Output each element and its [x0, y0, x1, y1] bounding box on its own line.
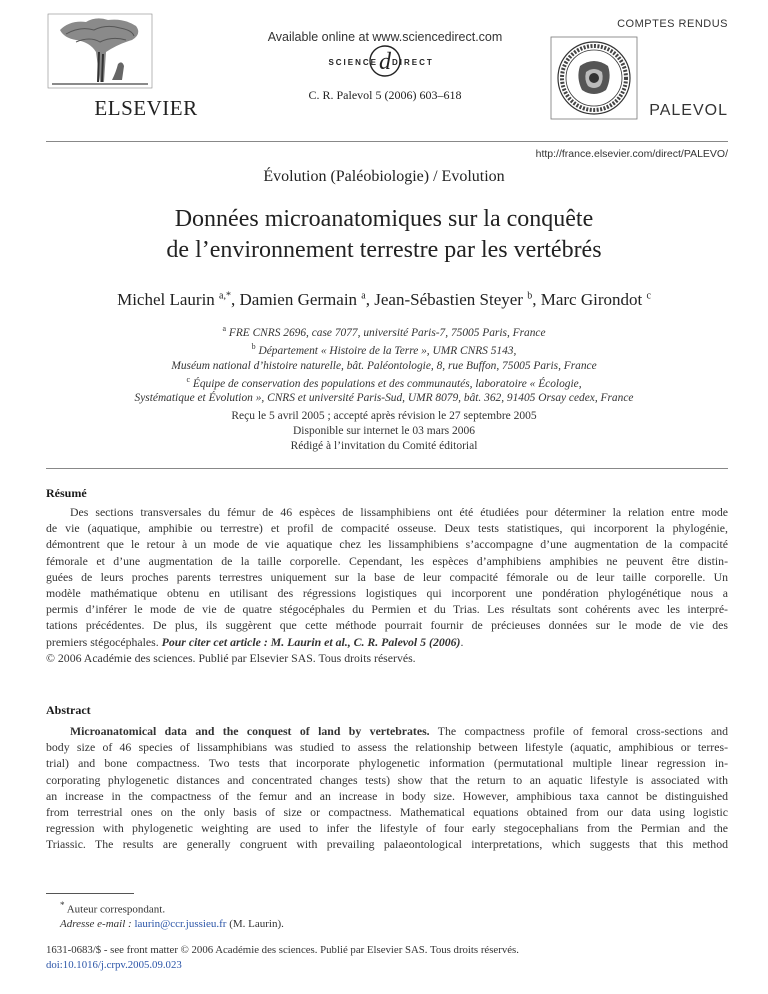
abstract-line: corporating phylogenetic distances and concentrated changes tests) show that the return to an aquatic lifestyle is associated with — [46, 772, 728, 787]
academy-seal-icon — [550, 36, 638, 120]
comptes-rendus-logo — [548, 18, 728, 128]
cite-article: Pour citer cet article : M. Laurin et al., C. R. Palevol 5 (2006) — [161, 634, 461, 649]
journal-reference: C. R. Palevol 5 (2006) 603–618 — [308, 88, 462, 102]
sciencedirect-logo — [240, 48, 530, 76]
author-name[interactable]: Damien Germain — [239, 290, 358, 309]
resume-line: guées de leurs proches parents terrestres uniquement sur la base de leur compacité fémorale ou de leur taille corporelle. Un — [46, 569, 728, 584]
elsevier-wordmark: ELSEVIER — [94, 96, 198, 120]
available-online-text: Available online at www.sciencedirect.com — [267, 30, 503, 44]
title-line: de l’environnement terrestre par les vertébrés — [166, 237, 602, 263]
date-line: Disponible sur internet le 03 mars 2006 — [292, 425, 476, 437]
resume-line: de vie (aquatique, amphibie ou terrestre) et profil de compacité osseuse. Deux tests statistiques, qui incorporent la phylogénie, — [46, 521, 728, 536]
corresponding-author-note: * Auteur correspondant. — [60, 900, 166, 916]
elsevier-logo — [46, 12, 198, 120]
author-name[interactable]: Jean-Sébastien Steyer — [374, 290, 523, 309]
comptes-rendus-title: COMPTES RENDUS — [617, 18, 728, 30]
footnote-divider — [46, 893, 134, 894]
resume-line: Des sections transversales du fémur de 46 espèces de lissamphibiens ont été étudiées pour déterminer la relation entre mode — [70, 505, 728, 519]
front-matter — [46, 943, 519, 973]
email-note: Adresse e-mail : laurin@ccr.jussieu.fr (M. Laurin). — [60, 918, 284, 931]
email-link[interactable]: laurin@ccr.jussieu.fr — [134, 918, 227, 931]
resume-line: permis d’inférer le mode de vie de quatre stégocéphales du Permien et du Trias. Les résultats sont cohérents avec les interpré- — [46, 602, 728, 617]
sciencedirect-left-text: SCIENCE — [328, 58, 378, 67]
journal-url[interactable]: http://france.elsevier.com/direct/PALEVO/ — [535, 148, 728, 160]
abstract-title: Microanatomical data and the conquest of land by vertebrates. — [70, 724, 430, 738]
resume-line: premiers stégocéphales. Pour citer cet article : M. Laurin et al., C. R. Palevol 5 (2006). — [46, 634, 464, 649]
sciencedirect-right-text: DIRECT — [392, 58, 434, 67]
author-sup: a — [361, 290, 366, 302]
resume-heading: Résumé — [46, 486, 87, 500]
abstract-line: from terrestrial ones on the only basis of size or compactness. Mathematical equations obtained from our data using logistic — [46, 805, 728, 820]
header-divider — [46, 141, 728, 142]
resume-line: modèle mathématique obtenu en utilisant des régressions logistiques qui incorporent une pondération phylogénétique nous a — [46, 586, 728, 601]
section-label: Évolution (Paléobiologie) / Evolution — [263, 168, 505, 185]
affiliation-line: $^b$ Département « Histoire de la Terre », UMR CNRS 5143, — [251, 342, 517, 358]
abstract-line: Triassic. The results are generally congruent with prevailing palaeontological interpretations, which suggests that this method — [46, 837, 728, 852]
abstract-heading: Abstract — [46, 703, 91, 717]
palevol-title: PALEVOL — [649, 102, 728, 119]
author-name[interactable]: Marc Girondot — [540, 290, 643, 309]
abstract-line: Microanatomical data and the conquest of land by vertebrates. The compactness profile of femoral cross-sections and — [70, 724, 728, 738]
date-line: Rédigé à l’invitation du Comité éditorial — [290, 440, 478, 452]
author-list: Michel Laurin $^{a,*}$, Damien Germain $^a$, Jean-Sébastien Steyer $^b$, Marc Girondot $^c$ — [117, 290, 651, 309]
affiliation-line: $^c$ Équipe de conservation des populations et des communautés, laboratoire « Écologie, — [186, 375, 582, 390]
author-sup: c — [646, 290, 651, 302]
elsevier-tree-icon — [46, 12, 154, 90]
resume-line: démontrent que le retour à un mode de vie aquatique chez les lissamphibiens s’accompagne d’une augmentation de la compacité — [46, 537, 728, 552]
svg-text:d: d — [379, 49, 391, 75]
footnotes — [60, 898, 284, 932]
abstract-line: an increase in the compactness of the femur and an increase in body size. However, amphibious taxa cannot be distinguished — [46, 788, 728, 803]
date-line: Reçu le 5 avril 2005 ; accepté après révision le 27 septembre 2005 — [231, 410, 537, 422]
resume-line: fémorale et d’une augmentation de la taille corporelle. Cependant, les espèces d’amphibiens amphibies ne peuvent être distin- — [46, 553, 728, 568]
affiliations — [0, 322, 768, 406]
article-dates — [0, 409, 768, 454]
affiliation-line: Systématique et Évolution », CNRS et université Paris-Sud, UMR 8079, bât. 362, 91405 Orsay cedex, France — [134, 392, 634, 405]
resume-line: tations précédentes. De plus, ils suggèrent que cette méthode pourrait fournir de précieuses données sur le mode de vie des — [46, 618, 728, 633]
article-title — [0, 204, 768, 266]
affiliation-line: Muséum national d’histoire naturelle, bât. Paléontologie, 8, rue Buffon, 75005 Paris, France — [171, 359, 597, 372]
resume-paragraph — [46, 504, 728, 666]
abstract-line: body size of 46 species of lissamphibians was studied to assess the relationship between lifestyle (aquatic, amphibious or terres- — [46, 740, 728, 755]
abstract-divider — [46, 468, 728, 469]
issn-line: 1631-0683/$ - see front matter © 2006 Académie des sciences. Publié par Elsevier SAS. Tous droits réservés. — [46, 944, 519, 956]
affiliation-line: $^a$ FRE CNRS 2696, case 7077, université Paris-7, 75005 Paris, France — [222, 324, 546, 339]
abstract-paragraph — [46, 723, 728, 853]
abstract-line: regression with phylogenetic weighting are used to infer the lifestyle of four early stegocephalians from the Permian and the — [46, 821, 728, 836]
author-name[interactable]: Michel Laurin — [117, 290, 215, 309]
resume-copyright: © 2006 Académie des sciences. Publié par Elsevier SAS. Tous droits réservés. — [46, 650, 416, 665]
title-line: Données microanatomiques sur la conquête — [174, 206, 594, 232]
author-sup: b — [527, 290, 533, 302]
author-sup: a,* — [219, 290, 231, 302]
doi-link[interactable]: doi:10.1016/j.crpv.2005.09.023 — [46, 959, 182, 971]
sciencedirect-header — [240, 30, 530, 103]
abstract-line: trial) and bone compactness. Two tests that incorporate phylogenetic information (permutational multiple linear regression in- — [46, 756, 728, 771]
